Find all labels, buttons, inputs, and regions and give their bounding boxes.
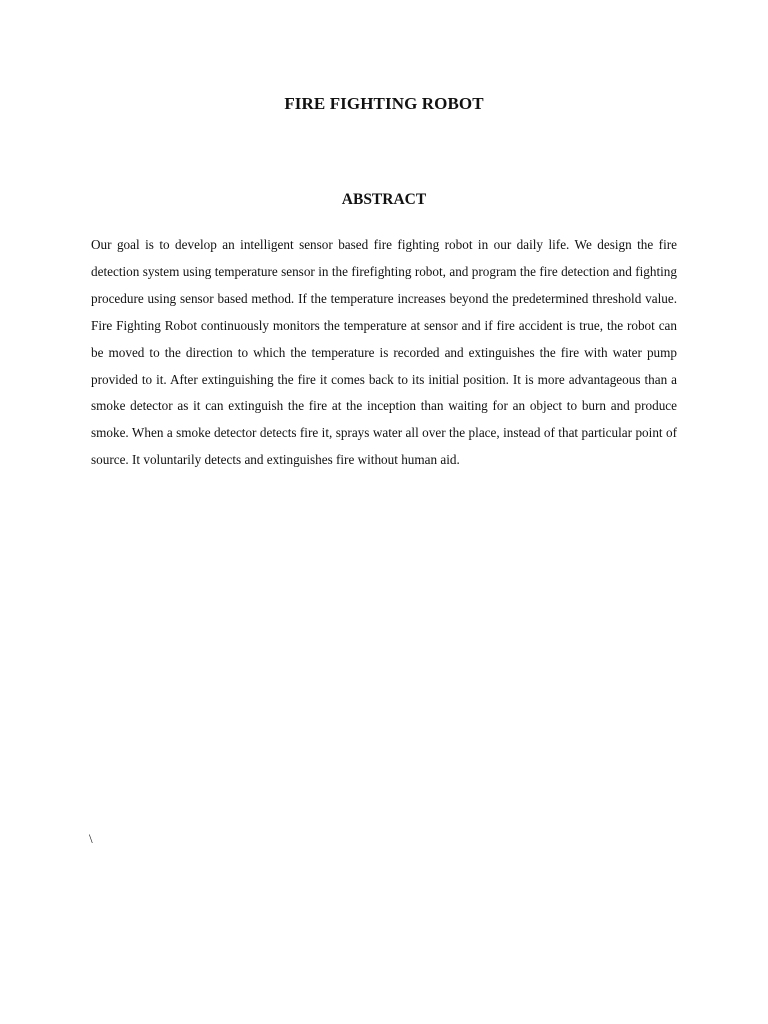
stray-backslash: \	[89, 831, 93, 846]
abstract-paragraph: Our goal is to develop an intelligent sensor based fire fighting robot in our daily life. We design the fire detection system using temperature sensor in the firefighting robot, and program the fire detection and fighting procedure using sensor based method. If the temperature increases beyond the predetermined threshold value. Fire Fighting Robot continuously monitors the temperature at sensor and if fire accident is true, the robot can be moved to the direction to which the temperature is recorded and extinguishes the fire with water pump provided to it. After extinguishing the fire it comes back to its initial position. It is more advantageous than a smoke detector as it can extinguish the fire at the inception than waiting for an object to burn and produce smoke. When a smoke detector detects fire it, sprays water all over the place, instead of that particular point of source. It voluntarily detects and extinguishes fire without human aid.	[91, 237, 677, 468]
abstract-heading: ABSTRACT	[341, 191, 427, 208]
document-title: FIRE FIGHTING ROBOT	[284, 94, 484, 113]
